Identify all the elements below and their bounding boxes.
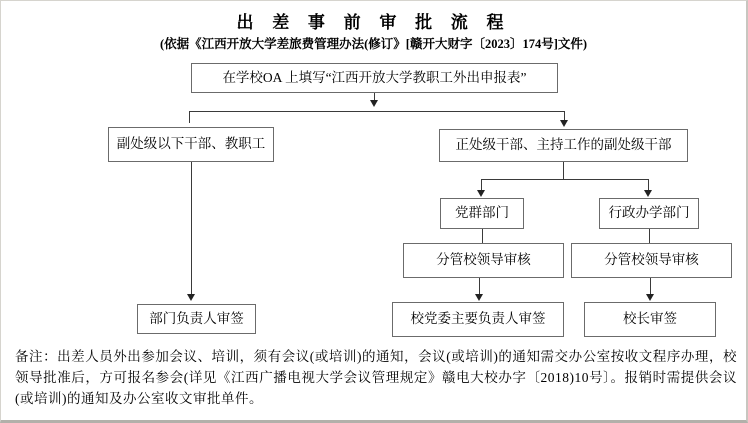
page-subtitle: (依据《江西开放大学差旅费管理办法(修订》[赣开大财字〔2023〕174号]文件) xyxy=(159,37,588,51)
arrowhead-to-party-dept-icon xyxy=(477,190,485,197)
arrowhead-to-admin-dept-icon xyxy=(644,190,652,197)
arrowhead-to-dept-head-icon xyxy=(187,294,195,301)
connector-below-deputy-down xyxy=(191,162,192,295)
connector-leader-left-down xyxy=(479,278,480,295)
connector-party-to-leader xyxy=(482,229,483,243)
flow-node-admin-dept: 行政办学部门 xyxy=(599,198,699,229)
flow-node-division-chief: 正处级干部、主持工作的副处级干部 xyxy=(439,129,688,162)
flow-node-leader-review-right: 分管校领导审核 xyxy=(571,243,732,278)
connector-split-left-drop xyxy=(189,111,190,123)
footnote: 备注：出差人员外出参加会议、培训，须有会议(或培训)的通知，会议(或培训)的通知需交办公室按收文程序办理，校领导批准后，方可报名参会(详见《江西广播电视大学会议管理规定》赣电大校办字〔2018)10号〕。报销时需提供会议(或培训)的通知及办公室收文审批单件。 xyxy=(15,349,737,406)
connector-leader-right-down xyxy=(650,278,651,295)
connector-admin-to-leader xyxy=(649,229,650,243)
arrowhead-to-division-chief-icon xyxy=(560,120,568,127)
connector-division-down xyxy=(563,162,564,179)
flow-node-dept-head-sign: 部门负责人审签 xyxy=(137,304,256,334)
arrowhead-to-president-icon xyxy=(646,294,654,301)
flow-node-leader-review-left: 分管校领导审核 xyxy=(403,243,564,278)
flow-node-below-deputy: 副处级以下干部、教职工 xyxy=(108,127,274,162)
connector-split-horizontal xyxy=(189,111,565,112)
flow-node-party-secretary-sign: 校党委主要负责人审签 xyxy=(392,302,564,337)
flow-node-oa-form: 在学校OA 上填写“江西开放大学教职工外出申报表” xyxy=(191,63,558,93)
flow-node-president-sign: 校长审签 xyxy=(584,302,716,337)
arrowhead-oa-down-icon xyxy=(370,100,378,107)
flow-node-party-dept: 党群部门 xyxy=(440,198,524,229)
page-title: 出 差 事 前 审 批 流 程 xyxy=(236,13,511,32)
connector-division-split-horizontal xyxy=(481,179,649,180)
arrowhead-to-party-secretary-icon xyxy=(475,294,483,301)
